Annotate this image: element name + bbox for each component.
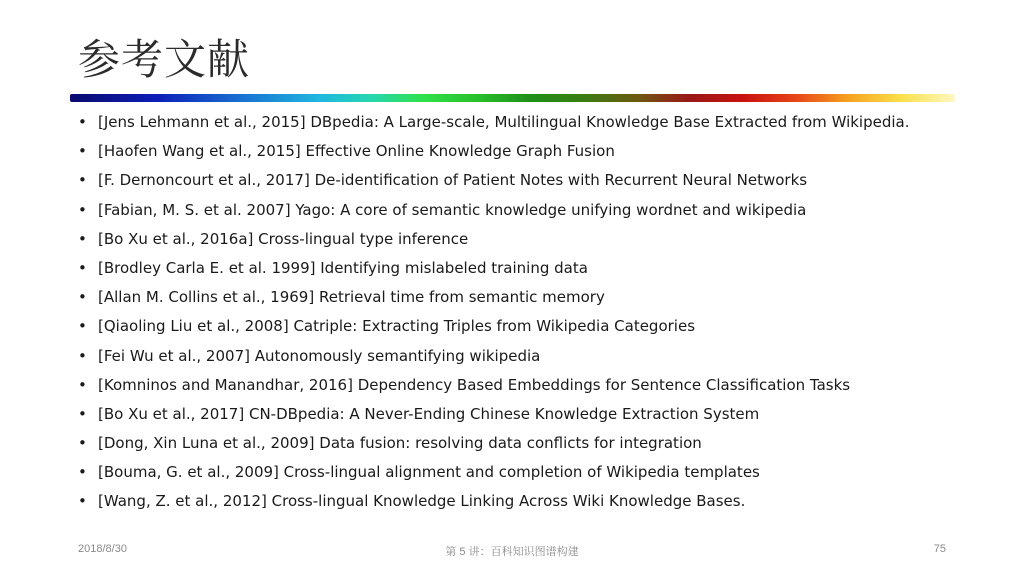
footer-page-number: 75 [933, 543, 946, 555]
reference-item [78, 200, 978, 229]
reference-item [78, 346, 978, 375]
reference-text: [Komninos and Manandhar, 2016] Dependency Based Embeddings for Sentence Classification Tasks [98, 375, 851, 394]
reference-list [78, 112, 978, 521]
bullet-icon: • [78, 142, 87, 161]
reference-item [78, 112, 978, 141]
reference-item [78, 316, 978, 345]
reference-text: [Dong, Xin Luna et al., 2009] Data fusion: resolving data conflicts for integration [98, 434, 702, 453]
bullet-icon: • [78, 288, 87, 307]
reference-text: [Jens Lehmann et al., 2015] DBpedia: A Large-scale, Multilingual Knowledge Base Extracted from Wikipedia. [98, 113, 910, 131]
reference-item [78, 433, 978, 462]
footer-date: 2018/8/30 [78, 543, 127, 555]
reference-item [78, 170, 978, 199]
reference-text: [Bo Xu et al., 2016a] Cross-lingual type inference [98, 229, 469, 248]
reference-item [78, 404, 978, 433]
reference-text: [Brodley Carla E. et al. 1999] Identifying mislabeled training data [98, 258, 588, 277]
slide-title: 参考文献 [78, 35, 251, 84]
rainbow-divider [70, 94, 955, 102]
reference-item [78, 375, 978, 404]
bullet-icon: • [78, 200, 87, 219]
bullet-icon: • [78, 492, 87, 511]
bullet-icon: • [78, 463, 87, 482]
reference-item [78, 462, 978, 491]
reference-text: [Fabian, M. S. et al. 2007] Yago: A core of semantic knowledge unifying wordnet and wikipedia [98, 200, 807, 219]
reference-text: [Fei Wu et al., 2007] Autonomously semantifying wikipedia [98, 346, 541, 365]
reference-item [78, 141, 978, 170]
reference-text: [Haofen Wang et al., 2015] Effective Online Knowledge Graph Fusion [98, 142, 615, 161]
reference-item [78, 491, 978, 520]
bullet-icon: • [78, 171, 87, 190]
bullet-icon: • [78, 404, 87, 423]
reference-item [78, 229, 978, 258]
bullet-icon: • [78, 258, 87, 277]
bullet-icon: • [78, 346, 87, 365]
reference-text: [Bo Xu et al., 2017] CN-DBpedia: A Never-Ending Chinese Knowledge Extraction System [98, 404, 760, 423]
bullet-icon: • [78, 317, 87, 336]
bullet-icon: • [78, 229, 87, 248]
reference-text: [Qiaoling Liu et al., 2008] Catriple: Extracting Triples from Wikipedia Categories [98, 317, 696, 336]
bullet-icon: • [78, 113, 87, 131]
reference-text: [Wang, Z. et al., 2012] Cross-lingual Knowledge Linking Across Wiki Knowledge Bases. [98, 492, 746, 511]
bullet-icon: • [78, 434, 87, 453]
reference-item [78, 287, 978, 316]
reference-text: [F. Dernoncourt et al., 2017] De-identification of Patient Notes with Recurrent Neural Networks [98, 171, 808, 190]
bullet-icon: • [78, 375, 87, 394]
reference-item [78, 258, 978, 287]
footer-lecture-title: 第 5 讲：百科知识图谱构建 [445, 546, 579, 558]
reference-text: [Bouma, G. et al., 2009] Cross-lingual alignment and completion of Wikipedia templates [98, 463, 760, 482]
reference-text: [Allan M. Collins et al., 1969] Retrieval time from semantic memory [98, 288, 605, 307]
